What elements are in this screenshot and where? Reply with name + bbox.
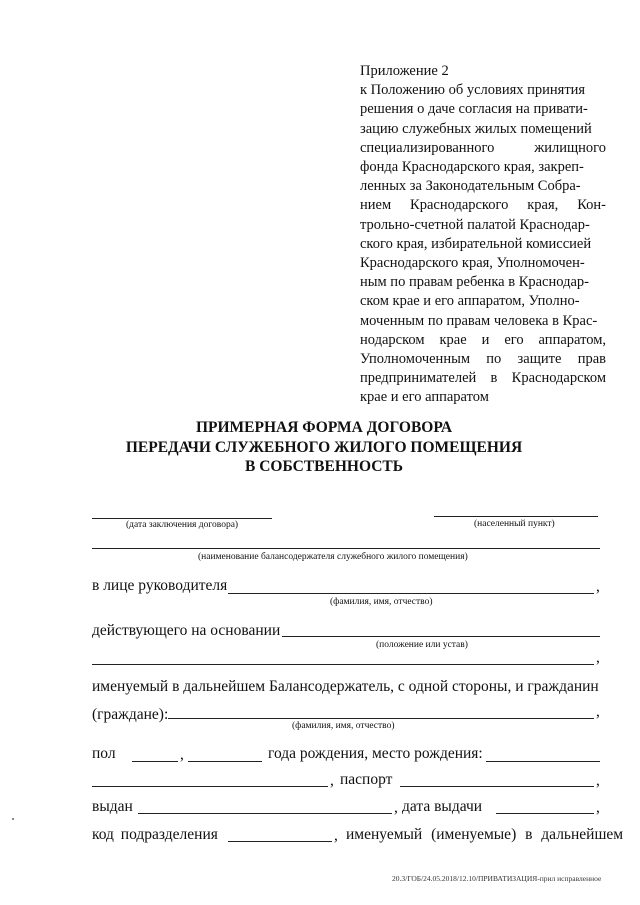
appendix-block [360,62,606,408]
division-code-field[interactable] [228,841,332,842]
citizen-name-caption: (фамилия, имя, отчество) [292,721,395,731]
holder-name-field[interactable] [92,548,600,549]
birth-place-field[interactable] [486,761,600,762]
represented-by-label: в лице руководителя [92,577,228,594]
title-line-1: ПРИМЕРНАЯ ФОРМА ДОГОВОРА [195,419,453,436]
footer-reference: 20.3/ГОБ/24.05.2018/12.10/ПРИВАТИЗАЦИЯ-прил исправленное [392,874,602,883]
appendix-line: решения о даче согласия на привати- [360,101,588,118]
appendix-line: к Положению об условиях принятия [360,82,586,99]
appendix-line: Приложение 2 [360,63,449,79]
basis-document-caption: (положение или устав) [376,640,468,650]
comma: , [330,772,334,789]
appendix-line: зацию служебных жилых помещений [360,120,592,137]
contract-date-field[interactable] [92,518,272,519]
acting-basis-label: действующего на основании [92,622,281,639]
document-title [120,418,528,477]
appendix-line: крае и его аппаратом [360,389,489,406]
issue-date-label: дата выдачи [402,798,483,815]
full-name-caption: (фамилия, имя, отчество) [330,597,433,607]
passport-field[interactable] [400,786,594,787]
appendix-line: ском крае и его аппаратом, Уполно- [360,293,580,310]
comma: , [394,799,398,816]
hereinafter-named-text: именуемый (именуемые) в дальнейшем [346,826,624,843]
settlement-caption: (населенный пункт) [474,519,555,529]
appendix-line: ным по правам ребенка в Краснодар- [360,274,589,291]
division-code-label: код подразделения [92,826,218,843]
comma: , [596,578,600,595]
appendix-line: ленных за Законодательным Собра- [360,178,581,195]
holder-name-caption: (наименование балансодержателя служебного жилого помещения) [198,552,468,562]
manager-name-field[interactable] [228,593,594,594]
issued-by-label: выдан [92,798,133,815]
comma: , [180,746,184,763]
appendix-line: Краснодарского края, Уполномочен- [360,255,585,272]
passport-label: паспорт [340,771,393,788]
gender-field[interactable] [132,761,178,762]
birth-year-field[interactable] [188,761,262,762]
issue-date-field[interactable] [496,813,594,814]
appendix-line: ского края, избирательной комиссией [360,235,592,252]
title-line-2: ПЕРЕДАЧИ СЛУЖЕБНОГО ЖИЛОГО ПОМЕЩЕНИЯ [125,438,523,456]
basis-document-field[interactable] [282,636,600,637]
appendix-line: предпринимателей в Краснодарском [360,370,606,387]
comma: , [334,827,338,844]
citizen-name-field[interactable] [168,718,594,719]
birth-place-continuation-field[interactable] [92,786,328,787]
appendix-line: нием Краснодарского края, Кон- [360,197,606,214]
comma: , [596,799,600,816]
appendix-line: Уполномоченным по защите прав [360,351,606,368]
comma: , [596,772,600,789]
comma: , [596,649,600,666]
comma: , [596,703,600,720]
appendix-line: специализированного жилищного [360,139,606,156]
citizens-label: (граждане): [92,706,169,723]
appendix-line: фонда Краснодарского края, закреп- [360,159,584,176]
gender-label: пол [92,745,116,762]
birth-label: года рождения, место рождения: [268,745,483,762]
title-line-3: В СОБСТВЕННОСТЬ [245,458,403,475]
contract-date-caption: (дата заключения договора) [126,520,239,530]
settlement-field[interactable] [434,516,598,517]
appendix-line: трольно-счетной палатой Краснодар- [360,216,590,233]
appendix-line: нодарском крае и его аппаратом, [360,331,606,348]
holder-clause-text: именуемый в дальнейшем Балансодержатель, с одной стороны, и гражданин [92,678,599,695]
basis-continuation-field[interactable] [92,664,594,665]
scan-speck [12,818,14,820]
issued-by-field[interactable] [138,813,392,814]
appendix-line: моченным по правам человека в Крас- [360,312,598,329]
